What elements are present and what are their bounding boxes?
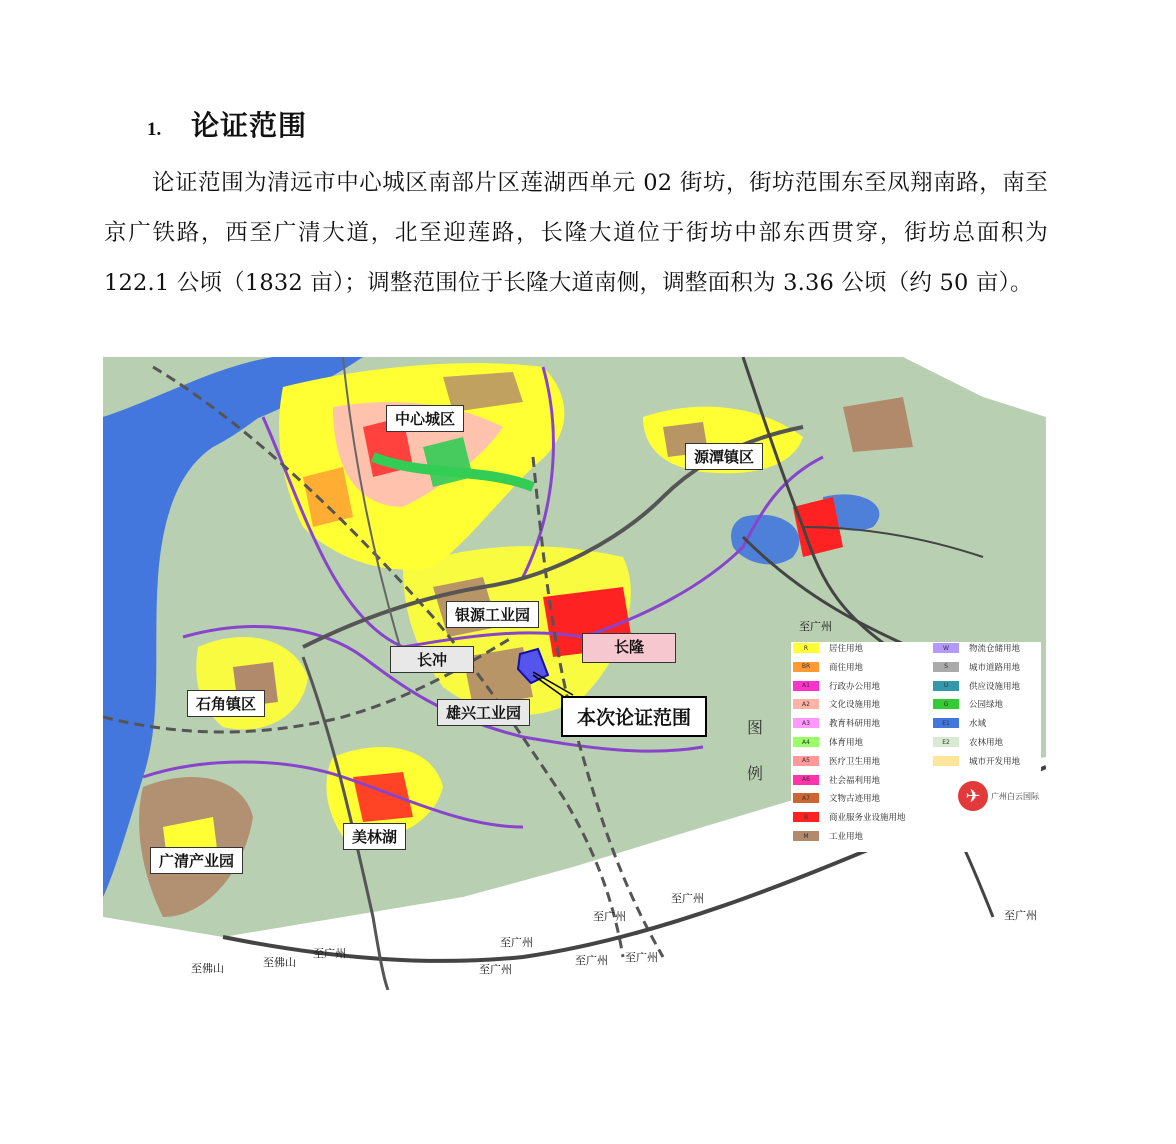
legend-item [793,642,863,654]
legend-label: 行政办公用地 [829,681,881,692]
legend-swatch: A4 [793,737,819,747]
legend-label: 供应设施用地 [969,681,1021,692]
label-scope: 本次论证范围 [561,696,707,737]
destination-guangzhou: 至广州 [593,910,626,923]
legend-label: 居住用地 [829,644,864,654]
legend-label: 文化设施用地 [829,700,881,711]
label-yinyuan: 银源工业园 [446,601,539,628]
legend-item [793,811,906,823]
destination-guangzhou: 至广州 [799,620,832,633]
legend-swatch: E2 [933,737,959,747]
legend-item [933,755,1020,767]
section-title: 论证范围 [191,109,308,142]
legend-swatch: M [793,831,819,841]
legend-item [793,830,863,842]
label-xiongxing: 雄兴工业园 [437,699,530,726]
label-changlong: 长隆 [582,633,676,663]
legend-swatch: R [793,643,819,653]
airport-label: 广州白云国际 [991,792,1039,801]
legend-item [793,680,880,692]
airport-icon: ✈ [958,781,988,811]
legend-label: 城市道路用地 [969,662,1021,673]
legend-swatch: A2 [793,699,819,709]
destination-guangzhou: 至广州 [1004,909,1037,922]
legend-label: 教育科研用地 [829,719,881,730]
label-changchong: 长冲 [390,646,474,673]
legend-swatch: W [933,643,959,653]
legend-label: 水域 [969,719,987,730]
label-meilin: 美林湖 [343,823,406,850]
legend-item [933,642,1020,654]
destination-guangzhou: 至广州 [575,954,608,967]
legend-item [793,661,863,673]
legend-swatch: A1 [793,681,819,691]
legend-item [933,661,1020,673]
legend-item [933,736,1003,748]
label-yuantan: 源潭镇区 [685,443,763,470]
legend-swatch: A6 [793,775,819,785]
legend-label: 工业用地 [829,832,864,842]
legend-label: 农林用地 [969,738,1004,748]
legend-label: 体育用地 [829,738,864,748]
legend-swatch: A7 [793,793,819,803]
legend-swatch: BR [793,662,819,672]
destination-foshan: 至佛山 [191,962,224,975]
legend-swatch: A5 [793,756,819,766]
legend-label: 医疗卫生用地 [829,756,881,767]
label-zhongxin: 中心城区 [386,405,464,432]
legend-swatch: U [933,681,959,691]
legend-swatch: B [793,812,819,822]
body-paragraph: 论证范围为清远市中心城区南部片区莲湖西单元 02 街坊，街坊范围东至凤翔南路，南至京广铁路，西至广清大道，北至迎莲路，长隆大道位于街坊中部东西贯穿，街坊总面积为 122.1 公顷（1832 亩）；调整范围位于长隆大道南侧，调整面积为 3.36 公顷（约 50 亩）。 [104,170,1048,296]
legend-item [793,774,880,786]
destination-guangzhou: 至广州 [313,947,346,960]
legend-label: 社会福利用地 [829,775,881,786]
section-heading [147,104,307,144]
legend-swatch: E1 [933,718,959,728]
destination-guangzhou: 至广州 [671,892,704,905]
legend-item [793,755,880,767]
legend-item [933,698,1003,710]
land-use-map [103,357,1046,990]
legend-title-bottom: 例 [747,764,764,783]
destination-guangzhou: 至广州 [500,936,533,949]
legend-item [793,736,863,748]
legend-item [793,698,880,710]
legend-swatch: G [933,699,959,709]
legend-swatch: A3 [793,718,819,728]
destination-foshan: 至佛山 [263,956,296,969]
legend-item [793,792,880,804]
legend-title-top: 图 [747,718,764,737]
label-guangqing: 广清产业园 [150,847,243,874]
legend-label: 物流仓储用地 [969,644,1021,654]
section-number: 1. [147,119,162,140]
label-shijiao: 石角镇区 [187,690,265,717]
legend-label: 商住用地 [829,662,864,673]
legend-label: 商业服务业设施用地 [829,813,906,824]
legend-item [933,680,1020,692]
destination-guangzhou: 至广州 [479,963,512,976]
legend-label: 公园绿地 [969,700,1004,711]
map-legend [791,642,1041,852]
legend-label: 城市开发用地 [969,756,1021,767]
destination-guangzhou: 至广州 [625,951,658,964]
legend-swatch: S [933,662,959,672]
legend-item [933,717,986,729]
legend-item [793,717,880,729]
legend-swatch [933,756,959,766]
legend-label: 文物古迹用地 [829,794,881,805]
